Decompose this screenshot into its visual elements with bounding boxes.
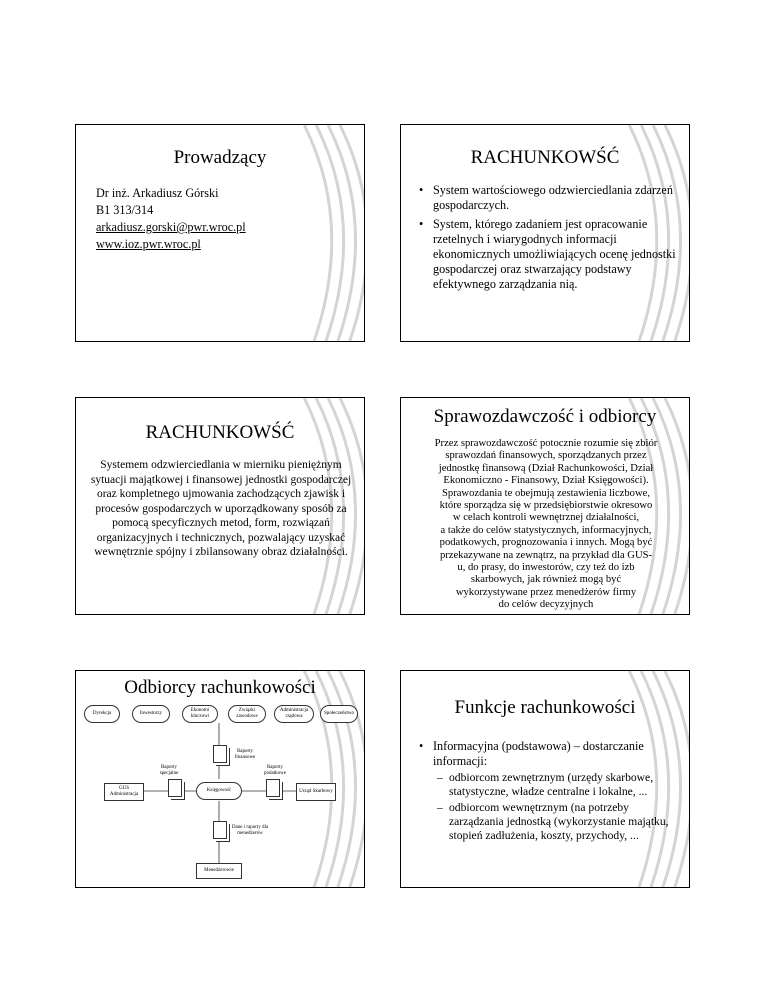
contact-info [96, 185, 246, 253]
slide-prowadzacy [75, 124, 365, 342]
slide-title: Odbiorcy rachunkowości [124, 677, 316, 698]
bullet-list [415, 183, 680, 296]
definition-text: Systemem odzwierciedlania w mierniku pieniężnym sytuacji majątkowej i finansowej jednostki gospodarczej oraz kompletnego ujmowania zachodzących zjawisk i procesów gospodarczych w uporządkowany sposób za pomocą specyficznych metod, form, rozwiązań organizacyjnych i technicznych, pozwalający uzyskać wewnętrznie spójny i zbilansowany obraz działalności. [90, 459, 352, 558]
node-urzad-skarbowy: Urząd Skarbowy [296, 783, 336, 801]
label-raporty-podatkowe: Raporty podatkowe [264, 765, 286, 776]
slide-rachunkowosc-1 [400, 124, 690, 342]
label-dane-raporty: Dane i raporty dla menedżerów [231, 825, 269, 836]
document-icon [213, 745, 227, 763]
reporting-text: Przez sprawozdawczość potocznie rozumie się zbiór sprawozdań finansowych, sporządzanych przez jednostkę finansową (Dział Rachunkowości, Dział Ekonomiczno - Finansowy, Dział Księgowości). Sprawozdania te obejmują zestawienia liczbowe, które sporządza się w przedsiębiorstwie okresowo w celach kontroli wewnętrznej działalności, a także do celów statystycznych, informacyjnych, podatkowych, prognozowania i innych. Mogą być przekazywane na zewnątrz, na przykład dla GUS- u, do prasy, do inwestorów, czy też do izb skarbowych, jak również mogą być wykorzystywane przez menedżerów firmy do celów decyzyjnych [434, 438, 658, 611]
slide-title: Sprawozdawczość i odbiorcy [433, 406, 657, 427]
node-ekonomi: Ekonomi kluczowi [182, 705, 218, 723]
sub-list-item: – odbiorcom wewnętrznym (na potrzeby zarządzania jednostką (wykorzystanie majątku, stopień zadłużenia, koszty, przychody, ... [433, 801, 683, 843]
node-dyrekcja: Dyrekcja [84, 705, 120, 723]
lecturer-name: Dr inż. Arkadiusz Górski [96, 186, 219, 200]
bullet-text: Informacyjna (podstawowa) – dostarczanie informacji: [433, 739, 644, 768]
node-gus: GUS Administracja [104, 783, 144, 801]
node-spoleczenstwo: Społeczeństwo [320, 705, 358, 723]
room-number: B1 313/314 [96, 203, 154, 217]
diagram-connectors [76, 671, 365, 888]
node-inwestorzy: Inwestorzy [132, 705, 170, 723]
document-icon [213, 821, 227, 839]
slide-sprawozdawczosc [400, 397, 690, 615]
sub-list [433, 771, 683, 843]
node-ksiegowosc: Księgowość [196, 782, 242, 800]
sub-list-item: – odbiorcom zewnętrznym (urzędy skarbowe, statystyczne, władze centralne i lokalne, ... [433, 771, 683, 799]
slide-odbiorcy [75, 670, 365, 888]
bullet-list [415, 739, 683, 847]
list-item [415, 739, 683, 843]
email-link[interactable]: arkadiusz.gorski@pwr.wroc.pl [96, 220, 246, 234]
slide-rachunkowosc-2 [75, 397, 365, 615]
node-administracja: Administracja rządowa [274, 705, 314, 723]
label-raporty-specjalne: Raporty specjalne [159, 765, 179, 776]
label-raporty-finansowe: Raporty finansowe [234, 749, 256, 760]
document-icon [168, 779, 182, 797]
slide-title: Prowadzący [173, 147, 267, 168]
slide-title: Funkcje rachunkowości [454, 697, 636, 718]
website-link[interactable]: www.ioz.pwr.wroc.pl [96, 237, 201, 251]
slide-funkcje [400, 670, 690, 888]
list-item: • System, którego zadaniem jest opracowanie rzetelnych i wiarygodnych informacji ekonomicznych umożliwiających ocenę jednostki gospodarczej oraz stwarzający podstawy efektywnego zarządzania nią. [415, 217, 680, 292]
node-menedzerowie: Menedżerowie [196, 863, 242, 879]
list-item: • System wartościowego odzwierciedlania zdarzeń gospodarczych. [415, 183, 680, 213]
slide-title: RACHUNKOWŚĆ [470, 147, 620, 168]
node-zwiazki: Związki zawodowe [228, 705, 266, 723]
slide-title: RACHUNKOWŚĆ [145, 422, 295, 443]
document-icon [266, 779, 280, 797]
